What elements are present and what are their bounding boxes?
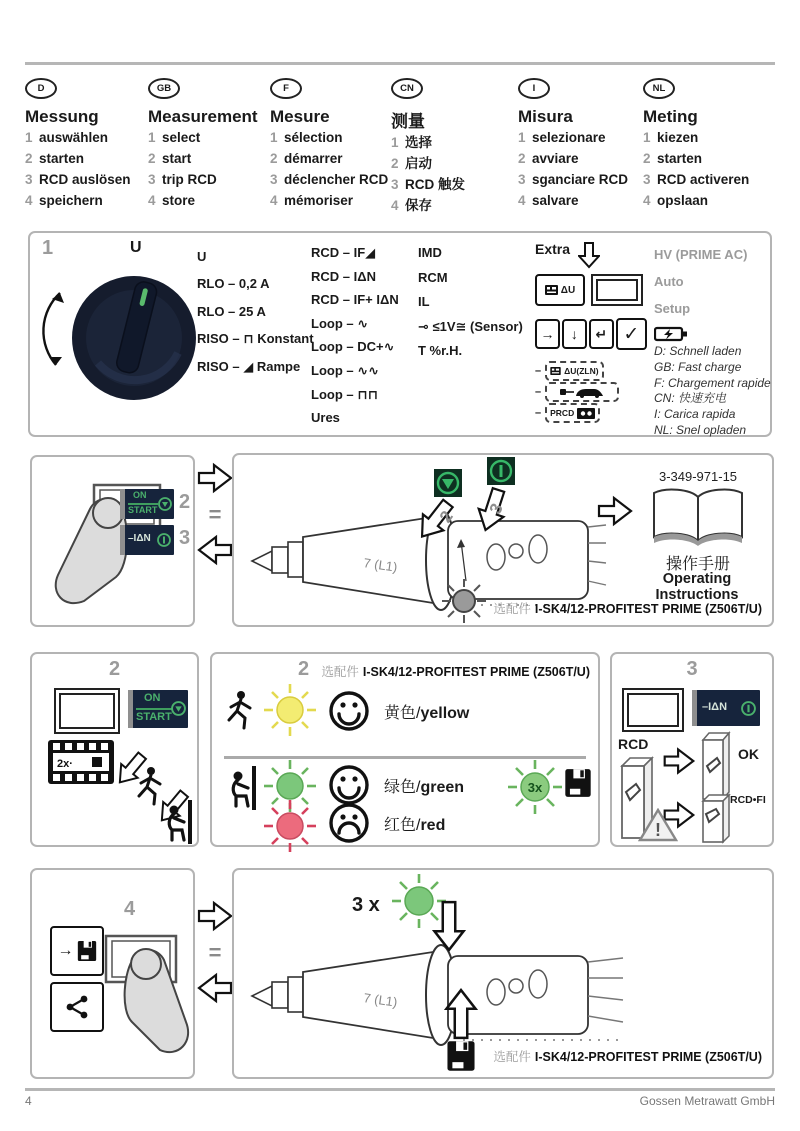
car-charging-icon	[560, 387, 604, 398]
fast-charge-line: NL: Snel opladen	[654, 422, 747, 437]
arrow-right-key: →	[535, 319, 560, 349]
display-icon	[591, 274, 643, 306]
panel-led-status	[210, 652, 600, 847]
order-number: 3-349-971-15	[658, 469, 738, 484]
rcd-fi-label: RCD•FI	[730, 794, 766, 806]
svg-text:7 (L1): 7 (L1)	[362, 990, 399, 1010]
test-i-icon	[741, 701, 756, 716]
walking-person-icon	[224, 690, 256, 730]
fast-charge-line: CN: 快速充电	[654, 391, 727, 406]
led-label-yellow: 黄色/yellow	[384, 705, 470, 722]
battery-icon	[654, 326, 688, 342]
top-divider	[25, 62, 775, 65]
arrow-down-icon	[432, 900, 466, 952]
lang-column-gb	[148, 78, 268, 211]
dashed-item-du-zln: ΔU(ZLN)	[545, 361, 603, 381]
led-red-icon	[264, 800, 316, 852]
lang-column-nl	[643, 78, 773, 211]
probe-step-3: 3	[485, 500, 507, 518]
lang-badge-f: F	[270, 78, 302, 99]
company-name: Gossen Metrawatt GmbH	[639, 1094, 775, 1108]
led-label-green: 绿色/green	[384, 779, 465, 796]
step-line: 1 sélection	[270, 130, 343, 145]
fast-charge-line: GB: Fast charge	[654, 359, 742, 374]
function-list-3: IMD RCM IL ⊸ ≤1V≅ (Sensor) T %r.H.	[418, 245, 523, 358]
breaker-off-icon	[700, 792, 732, 844]
extra-label: Extra	[535, 241, 571, 257]
step-line: 2 avviare	[518, 151, 579, 166]
panel-number: 1	[42, 237, 54, 259]
led-blink-3x-icon	[508, 760, 562, 814]
footer-divider	[25, 1088, 775, 1091]
panel-start-buttons	[30, 455, 195, 627]
happy-face-icon	[328, 690, 370, 732]
step-line: 3 RCD activeren	[643, 172, 750, 187]
lang-column-cn	[391, 78, 511, 216]
led-label-red: 红色/red	[384, 817, 446, 834]
disk-icon	[77, 940, 97, 962]
column-title: Measurement	[148, 107, 258, 126]
arrow-right-icon	[596, 495, 634, 527]
panel-function-selection	[28, 231, 772, 437]
step-number: 2	[179, 491, 191, 513]
lang-badge-gb: GB	[148, 78, 180, 99]
step-line: 2 starten	[25, 151, 85, 166]
disk-icon	[564, 768, 592, 798]
column-title: Meting	[643, 107, 698, 126]
step-line: 3 RCD 触发	[391, 177, 465, 192]
lang-badge-nl: NL	[643, 78, 675, 99]
display-icon	[54, 688, 120, 734]
function-list-2: RCD – IF◢ RCD – IΔN RCD – IF+ IΔN Loop – ∿ Loop – DC+∿ Loop – ∿∿ Loop – ⊓⊓ Ures	[311, 245, 399, 426]
dashed-item-emobility	[545, 382, 619, 402]
warning-icon	[638, 808, 678, 842]
arrow-down-key: ↓	[562, 319, 587, 349]
lang-column-it	[518, 78, 638, 211]
step-line: 2 démarrer	[270, 151, 343, 166]
step-line: 1 select	[148, 130, 201, 145]
accessory-line: 选配件 I-SK4/12-PROFITEST PRIME (Z506T/U)	[493, 602, 762, 616]
lang-column-fr	[270, 78, 390, 211]
step-number: 3	[179, 527, 191, 549]
step-line: 4 opslaan	[643, 193, 709, 208]
rcd-label: RCD	[618, 736, 649, 752]
arrow-right-icon	[196, 462, 234, 494]
lang-badge-cn: CN	[391, 78, 423, 99]
rotary-knob	[38, 253, 213, 423]
svg-text:!: !	[655, 820, 661, 840]
start-triangle-icon	[171, 701, 186, 716]
panel-rcd-trip	[610, 652, 774, 847]
blink-count: 3x	[527, 780, 543, 795]
led-off-icon	[439, 535, 489, 623]
panel-store-buttons	[30, 868, 195, 1079]
test-i-key	[487, 457, 515, 485]
du-key: ΔU	[535, 274, 585, 306]
function-list-1: U RLO – 0,2 A RLO – 25 A RISO – ⊓ Konstant RISO – ◢ Rampe	[197, 249, 314, 374]
panel-number: 2	[298, 658, 310, 680]
lang-badge-i: I	[518, 78, 550, 99]
person-at-door-icon	[224, 766, 258, 810]
step-line: 3 déclencher RCD	[270, 172, 389, 187]
display-icon	[622, 688, 684, 732]
panel-number: 4	[124, 898, 136, 920]
step-line: 1 auswählen	[25, 130, 109, 145]
arrow-down-icon	[578, 241, 600, 269]
step-line: 1 selezionare	[518, 130, 606, 145]
panel-remote-start	[30, 652, 199, 847]
dashed-item-prcd: PRCD	[545, 403, 600, 423]
accessory-line: 选配件 I-SK4/12-PROFITEST PRIME (Z506T/U)	[493, 1050, 762, 1064]
column-title: Misura	[518, 107, 573, 126]
step-line: 4 store	[148, 193, 196, 208]
fast-charge-line: F: Chargement rapide	[654, 375, 771, 390]
arrow-left-icon	[196, 972, 234, 1004]
share-icon	[64, 994, 90, 1020]
extra-block: Extra ΔU → ↓ ↵ ✓ – ΔU(ZLN) – – PRCD	[535, 241, 647, 422]
arrow-right-icon	[662, 746, 696, 776]
fast-charge-line: I: Carica rapida	[654, 407, 736, 422]
idn-button: –IΔN	[120, 525, 174, 555]
nav-keys	[535, 318, 647, 350]
knob-position-label: U	[130, 239, 142, 256]
step-line: 1 kiezen	[643, 130, 699, 145]
step-line: 2 启动	[391, 156, 432, 171]
step-line: 3 RCD auslösen	[25, 172, 131, 187]
svg-text:7 (L1): 7 (L1)	[362, 555, 399, 575]
meter-icon	[550, 367, 561, 375]
panel-number: 3	[686, 658, 698, 680]
probe-step-2: 2	[435, 507, 457, 527]
step-line: 4 mémoriser	[270, 193, 354, 208]
share-key	[50, 982, 104, 1032]
on-start-button: ON START	[120, 489, 174, 519]
on-start-button: ON START	[128, 690, 188, 728]
step-line: 2 start	[148, 151, 192, 166]
hand-press-icon	[98, 922, 193, 1072]
person-at-door-icon	[160, 800, 194, 844]
arrow-left-icon	[196, 534, 234, 566]
modes-block: HV (PRIME AC) Auto Setup D: Schnell laden GB: Fast charge F: Chargement rapide CN: 快速充电 I: Carica rapida NL: Snel opladen	[654, 247, 771, 437]
equals-sign: =	[208, 502, 222, 527]
equals-sign: =	[208, 940, 222, 965]
step-line: 4 保存	[391, 198, 432, 213]
panel-probe-start	[232, 453, 774, 627]
ok-label: OK	[738, 746, 759, 762]
page-number: 4	[25, 1094, 32, 1108]
arrow-right-glyph: →	[57, 942, 74, 959]
equals-arrows	[196, 900, 234, 1004]
column-title: Mesure	[270, 107, 330, 126]
socket-icon	[577, 408, 595, 419]
step-line: 4 salvare	[518, 193, 579, 208]
column-title: 测量	[391, 112, 425, 131]
enter-key: ↵	[589, 319, 614, 349]
panel-probe-store	[232, 868, 774, 1079]
remote-control-icon	[48, 740, 114, 784]
test-i-icon	[157, 533, 171, 547]
happy-face-icon	[328, 764, 370, 806]
save-key	[50, 926, 104, 976]
start-triangle-icon	[158, 497, 172, 511]
ok-check-key: ✓	[616, 318, 647, 350]
manual-title-en: Operating Instructions	[655, 571, 739, 603]
step-line: 3 trip RCD	[148, 172, 217, 187]
manual-title-cn: 操作手册	[665, 556, 730, 573]
meter-icon	[545, 285, 558, 295]
fast-charge-line: D: Schnell laden	[654, 344, 742, 358]
disk-icon	[446, 1040, 476, 1072]
lang-badge-d: D	[25, 78, 57, 99]
led-yellow-icon	[264, 684, 316, 736]
equals-arrows	[196, 462, 234, 566]
step-line: 4 speichern	[25, 193, 103, 208]
panel-number: 2	[108, 658, 121, 680]
remote-label: 2x·	[57, 758, 73, 770]
sad-face-icon	[328, 802, 370, 844]
arrow-up-icon	[444, 988, 478, 1040]
blink-count-label: 3 x	[352, 894, 380, 916]
step-line: 3 sganciare RCD	[518, 172, 629, 187]
idn-button: –IΔN	[692, 690, 760, 726]
column-title: Messung	[25, 107, 99, 126]
arrow-right-icon	[196, 900, 234, 932]
accessory-line: 选配件 I-SK4/12-PROFITEST PRIME (Z506T/U)	[321, 665, 590, 679]
row-divider	[224, 756, 586, 759]
step-line: 1 选择	[391, 135, 432, 150]
step-line: 2 starten	[643, 151, 703, 166]
book-icon	[646, 485, 750, 547]
lang-column-de	[25, 78, 145, 211]
